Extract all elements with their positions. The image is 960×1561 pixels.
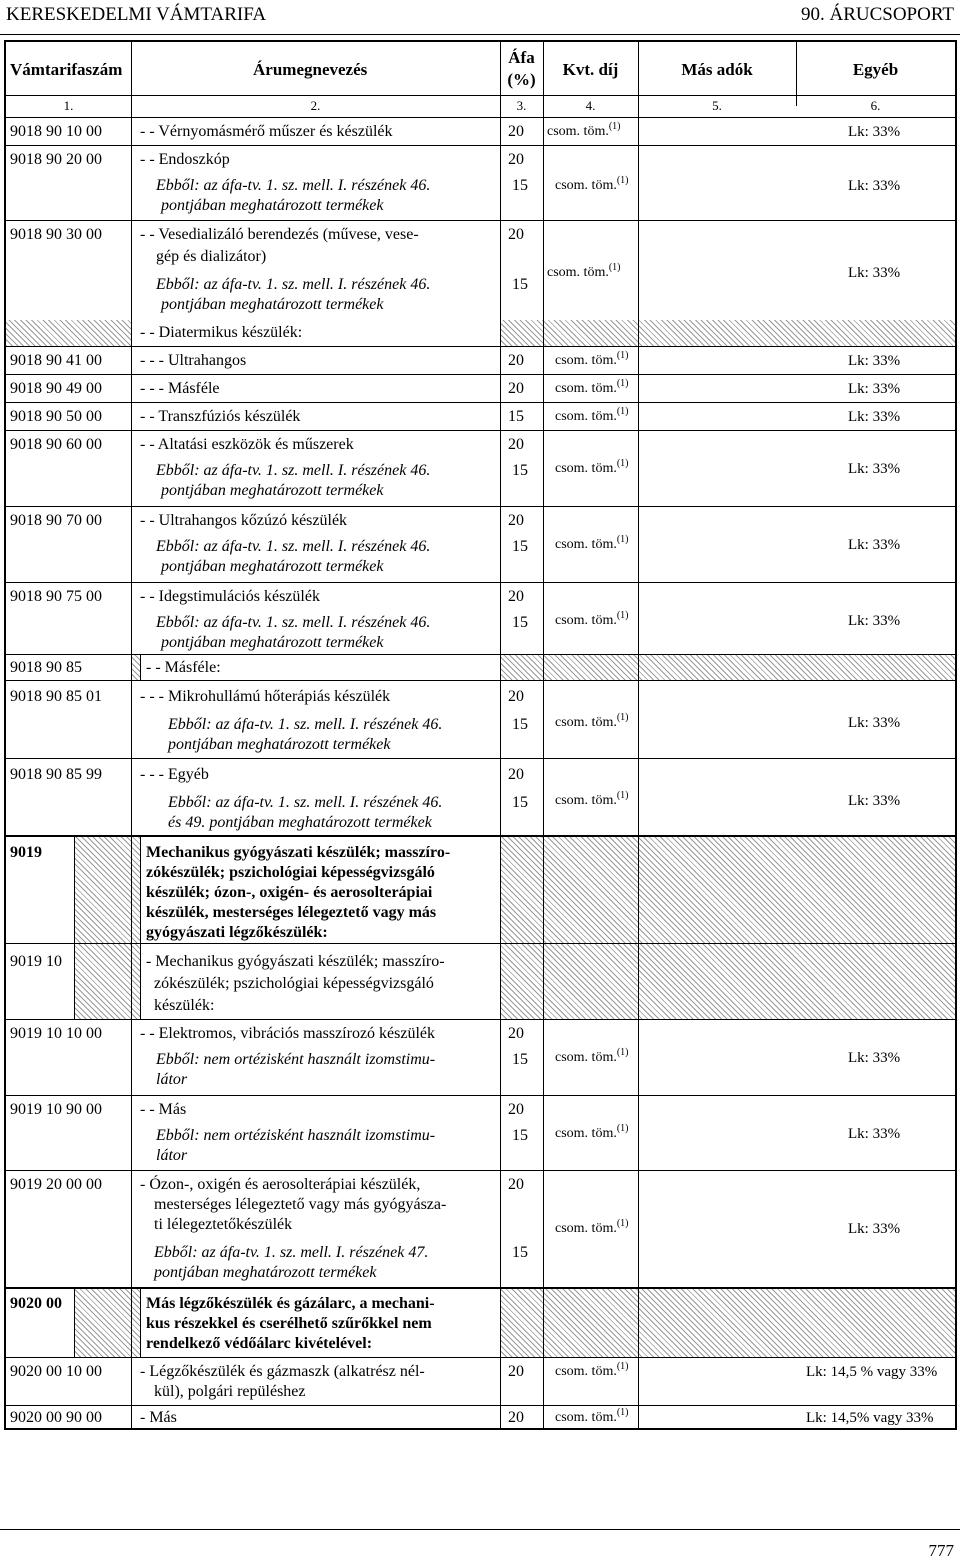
sub-item-text: pontjában meghatározott termékek xyxy=(161,197,384,214)
vat-rate: 20 xyxy=(508,512,524,529)
sub-item-text: pontjában meghatározott termékek xyxy=(161,634,384,651)
kvt-unit: csom. töm. xyxy=(555,353,617,368)
kvt-unit: csom. töm. xyxy=(555,537,617,552)
misc-value: Lk: 33% xyxy=(848,1126,901,1142)
table-row xyxy=(6,374,955,403)
kvt-unit: csom. töm. xyxy=(547,124,609,139)
item-name: ti lélegeztetőkészülék xyxy=(154,1216,293,1233)
table-row xyxy=(6,220,955,321)
col-number: 5. xyxy=(712,98,722,113)
item-name: - Légzőkészülék és gázmaszk (alkatrész nél- xyxy=(140,1363,425,1380)
misc-value: Lk: 33% xyxy=(848,124,901,140)
tariff-code: 9018 90 60 00 xyxy=(10,436,102,453)
misc-value: Lk: 33% xyxy=(848,381,901,397)
item-name: Más légzőkészülék és gázálarc, a mechani- xyxy=(146,1295,435,1312)
footnote-ref: (1) xyxy=(616,712,629,723)
vat-rate: 20 xyxy=(508,380,524,397)
item-name: - - Transzfúziós készülék xyxy=(140,408,301,425)
footnote-ref: (1) xyxy=(616,1407,629,1418)
item-name: gyógyászati légzőkészülék: xyxy=(146,924,328,941)
tariff-code: 9019 10 xyxy=(10,953,62,970)
footnote-ref: (1) xyxy=(616,1123,629,1134)
vat-rate: 20 xyxy=(508,352,524,369)
table-row xyxy=(6,346,955,375)
table-row xyxy=(6,835,955,945)
footnote-ref: (1) xyxy=(616,1218,629,1229)
misc-value: Lk: 14,5 % vagy 33% xyxy=(806,1364,938,1380)
misc-value: Lk: 33% xyxy=(848,353,901,369)
tariff-code: 9018 90 75 00 xyxy=(10,588,102,605)
table-row xyxy=(6,430,955,507)
table-row xyxy=(6,582,955,655)
sub-item-text: pontjában meghatározott termékek xyxy=(168,736,391,753)
tariff-code: 9020 00 90 00 xyxy=(10,1409,102,1426)
vat-rate: 20 xyxy=(508,226,524,243)
col-header-misc: Egyéb xyxy=(852,60,899,79)
sub-vat-rate: 15 xyxy=(512,794,528,811)
col-header-other-taxes: Más adók xyxy=(681,60,753,79)
vat-rate: 20 xyxy=(508,1025,524,1042)
page-number: 777 xyxy=(928,1541,954,1560)
item-name: rendelkező védőálarc kivételével: xyxy=(146,1335,373,1352)
vat-rate: 20 xyxy=(508,588,524,605)
footnote-ref: (1) xyxy=(608,121,621,132)
vat-rate: 15 xyxy=(508,408,524,425)
vat-rate: 20 xyxy=(508,436,524,453)
item-name: - - Ultrahangos kőzúzó készülék xyxy=(140,512,348,529)
tariff-code: 9018 90 85 01 xyxy=(10,688,102,705)
item-name: - - Endoszkóp xyxy=(140,151,230,168)
sub-item-text: Ebből: az áfa-tv. 1. sz. mell. I. részének 47. xyxy=(154,1244,429,1261)
item-name: - - - Másféle xyxy=(140,380,220,397)
misc-value: Lk: 33% xyxy=(848,793,901,809)
item-name: - - Elektromos, vibrációs masszírozó készülék xyxy=(140,1025,436,1042)
page-header xyxy=(0,0,960,35)
tariff-code: 9018 90 41 00 xyxy=(10,352,102,369)
footnote-ref: (1) xyxy=(616,175,629,186)
misc-value: Lk: 33% xyxy=(848,409,901,425)
item-name: - - - Ultrahangos xyxy=(140,352,247,369)
tariff-code: 9018 90 85 99 xyxy=(10,766,102,783)
item-name: Mechanikus gyógyászati készülék; masszíro- xyxy=(146,844,451,861)
table-row xyxy=(6,402,955,431)
item-name: zókészülék; pszichológiai képességvizsgáló xyxy=(146,864,435,881)
tariff-code: 9019 xyxy=(10,844,42,861)
sub-item-text: pontjában meghatározott termékek xyxy=(161,558,384,575)
tariff-code: 9018 90 20 00 xyxy=(10,151,102,168)
tariff-code: 9018 90 85 xyxy=(10,659,82,676)
kvt-unit: csom. töm. xyxy=(555,1410,617,1425)
sub-item-text: pontjában meghatározott termékek xyxy=(161,482,384,499)
item-name: - - Másféle: xyxy=(146,659,221,676)
item-name: készülék: xyxy=(154,997,215,1014)
sub-item-text: Ebből: az áfa-tv. 1. sz. mell. I. részének 46. xyxy=(156,276,431,293)
vat-rate: 20 xyxy=(508,766,524,783)
misc-value: Lk: 33% xyxy=(848,1050,901,1066)
table-row xyxy=(6,654,955,681)
sub-item-text: Ebből: az áfa-tv. 1. sz. mell. I. részének 46. xyxy=(168,716,443,733)
table-row xyxy=(6,1287,955,1359)
item-name: kus részekkel és cserélhető szűrőkkel nem xyxy=(146,1315,432,1332)
kvt-unit: csom. töm. xyxy=(555,793,617,808)
footnote-ref: (1) xyxy=(616,790,629,801)
item-name: - - - Egyéb xyxy=(140,766,209,783)
sub-item-text: látor xyxy=(156,1071,188,1088)
sub-item-text: Ebből: az áfa-tv. 1. sz. mell. I. részének 46. xyxy=(156,177,431,194)
table-row xyxy=(6,1357,955,1406)
tariff-code: 9019 20 00 00 xyxy=(10,1176,102,1193)
tariff-code: 9018 90 70 00 xyxy=(10,512,102,529)
misc-value: Lk: 33% xyxy=(848,461,901,477)
misc-value: Lk: 33% xyxy=(848,265,901,281)
table-row xyxy=(6,117,955,146)
kvt-unit: csom. töm. xyxy=(555,1221,617,1236)
tariff-code: 9018 90 30 00 xyxy=(10,226,102,243)
item-name: készülék; ózon-, oxigén- és aerosolterápiai xyxy=(146,884,433,901)
table-row xyxy=(6,506,955,583)
footnote-ref: (1) xyxy=(616,458,629,469)
vat-rate: 20 xyxy=(508,123,524,140)
sub-item-text: Ebből: az áfa-tv. 1. sz. mell. I. részének 46. xyxy=(156,462,431,479)
sub-vat-rate: 15 xyxy=(512,716,528,733)
header-title: KERESKEDELMI VÁMTARIFA xyxy=(6,4,267,25)
col-header-name: Árumegnevezés xyxy=(253,60,368,79)
item-name: - Más xyxy=(140,1409,177,1426)
tariff-code: 9018 90 10 00 xyxy=(10,123,102,140)
sub-vat-rate: 15 xyxy=(512,538,528,555)
sub-item-text: Ebből: nem ortézisként használt izomstimu- xyxy=(156,1051,436,1068)
item-name: mesterséges lélegeztető vagy más gyógyásza- xyxy=(154,1196,447,1213)
sub-item-text: Ebből: az áfa-tv. 1. sz. mell. I. részének 46. xyxy=(156,538,431,555)
kvt-unit: csom. töm. xyxy=(555,381,617,396)
footnote-ref: (1) xyxy=(616,534,629,545)
table-row xyxy=(6,1170,955,1288)
sub-item-text: látor xyxy=(156,1147,188,1164)
tariff-code: 9020 00 10 00 xyxy=(10,1363,102,1380)
table-row xyxy=(6,680,955,759)
vat-rate: 20 xyxy=(508,1363,524,1380)
col-number: 3. xyxy=(516,98,527,113)
table-row xyxy=(6,758,955,836)
col-header-vat-unit: (%) xyxy=(507,70,536,89)
item-name: - - Idegstimulációs készülék xyxy=(140,588,320,605)
column-number-row xyxy=(6,95,955,116)
misc-value: Lk: 33% xyxy=(848,613,901,629)
kvt-unit: csom. töm. xyxy=(555,1126,617,1141)
kvt-unit: csom. töm. xyxy=(555,461,617,476)
col-header-vat: Áfa xyxy=(508,48,535,67)
kvt-unit: csom. töm. xyxy=(555,178,617,193)
item-name: készülék, mesterséges lélegeztető vagy más xyxy=(146,904,437,921)
tariff-code: 9019 10 90 00 xyxy=(10,1101,102,1118)
table-row xyxy=(6,320,955,346)
item-name: - Ózon-, oxigén és aerosolterápiai készülék, xyxy=(140,1176,421,1193)
col-header-code: Vámtarifaszám xyxy=(10,60,123,79)
tariff-code: 9018 90 50 00 xyxy=(10,408,102,425)
footer-rule xyxy=(0,1529,960,1530)
vat-rate: 20 xyxy=(508,688,524,705)
sub-vat-rate: 15 xyxy=(512,462,528,479)
misc-value: Lk: 33% xyxy=(848,178,901,194)
item-name: - - Altatási eszközök és műszerek xyxy=(140,436,354,453)
col-header-kvt: Kvt. díj xyxy=(562,60,619,79)
item-name: gép és dializátor) xyxy=(156,248,267,265)
sub-item-text: pontjában meghatározott termékek xyxy=(161,296,384,313)
header-chapter: 90. ÁRUCSOPORT xyxy=(800,4,954,25)
table-row xyxy=(6,1405,955,1429)
footnote-ref: (1) xyxy=(616,1361,629,1372)
item-name: kül), polgári repüléshez xyxy=(154,1383,306,1400)
item-name: - - - Mikrohullámú hőterápiás készülék xyxy=(140,688,391,705)
kvt-unit: csom. töm. xyxy=(555,1050,617,1065)
item-name: zókészülék; pszichológiai képességvizsgáló xyxy=(154,975,434,992)
sub-vat-rate: 15 xyxy=(512,177,528,194)
col-number: 6. xyxy=(870,98,881,113)
tariff-code: 9018 90 49 00 xyxy=(10,380,102,397)
col-number: 4. xyxy=(585,98,596,113)
sub-vat-rate: 15 xyxy=(512,276,528,293)
misc-value: Lk: 33% xyxy=(848,1221,901,1237)
vat-rate: 20 xyxy=(508,1101,524,1118)
footnote-ref: (1) xyxy=(616,1047,629,1058)
kvt-unit: csom. töm. xyxy=(555,1364,617,1379)
footnote-ref: (1) xyxy=(616,378,629,389)
misc-value: Lk: 33% xyxy=(848,537,901,553)
item-name: - - Vesedializáló berendezés (művese, vese- xyxy=(140,226,419,243)
vat-rate: 20 xyxy=(508,151,524,168)
tariff-code: 9019 10 10 00 xyxy=(10,1025,102,1042)
sub-vat-rate: 15 xyxy=(512,1244,528,1261)
sub-item-text: és 49. pontjában meghatározott termékek xyxy=(168,814,432,831)
footnote-ref: (1) xyxy=(616,610,629,621)
table-row xyxy=(6,943,955,1020)
misc-value: Lk: 33% xyxy=(848,715,901,731)
table-row xyxy=(6,1095,955,1171)
col-number: 1. xyxy=(63,98,74,113)
vat-rate: 20 xyxy=(508,1409,524,1426)
sub-item-text: Ebből: az áfa-tv. 1. sz. mell. I. részének 46. xyxy=(168,794,443,811)
misc-value: Lk: 14,5% vagy 33% xyxy=(806,1410,934,1426)
kvt-unit: csom. töm. xyxy=(547,265,609,280)
item-name: - Mechanikus gyógyászati készülék; masszíro- xyxy=(146,953,445,970)
sub-item-text: Ebből: nem ortézisként használt izomstimu- xyxy=(156,1127,436,1144)
footnote-ref: (1) xyxy=(608,262,621,273)
col-number: 2. xyxy=(310,98,321,113)
item-name: - - Vérnyomásmérő műszer és készülék xyxy=(140,123,393,140)
tariff-table xyxy=(4,40,957,1430)
item-name: - - Diatermikus készülék: xyxy=(140,324,303,341)
sub-vat-rate: 15 xyxy=(512,1051,528,1068)
item-name: - - Más xyxy=(140,1101,187,1118)
sub-item-text: pontjában meghatározott termékek xyxy=(154,1264,377,1281)
sub-item-text: Ebből: az áfa-tv. 1. sz. mell. I. részének 46. xyxy=(156,614,431,631)
footnote-ref: (1) xyxy=(616,350,629,361)
table-row xyxy=(6,145,955,221)
sub-vat-rate: 15 xyxy=(512,1127,528,1144)
vat-rate: 20 xyxy=(508,1176,524,1193)
sub-vat-rate: 15 xyxy=(512,614,528,631)
kvt-unit: csom. töm. xyxy=(555,409,617,424)
tariff-code: 9020 00 xyxy=(10,1295,62,1312)
kvt-unit: csom. töm. xyxy=(555,715,617,730)
kvt-unit: csom. töm. xyxy=(555,613,617,628)
footnote-ref: (1) xyxy=(616,406,629,417)
table-row xyxy=(6,1019,955,1096)
